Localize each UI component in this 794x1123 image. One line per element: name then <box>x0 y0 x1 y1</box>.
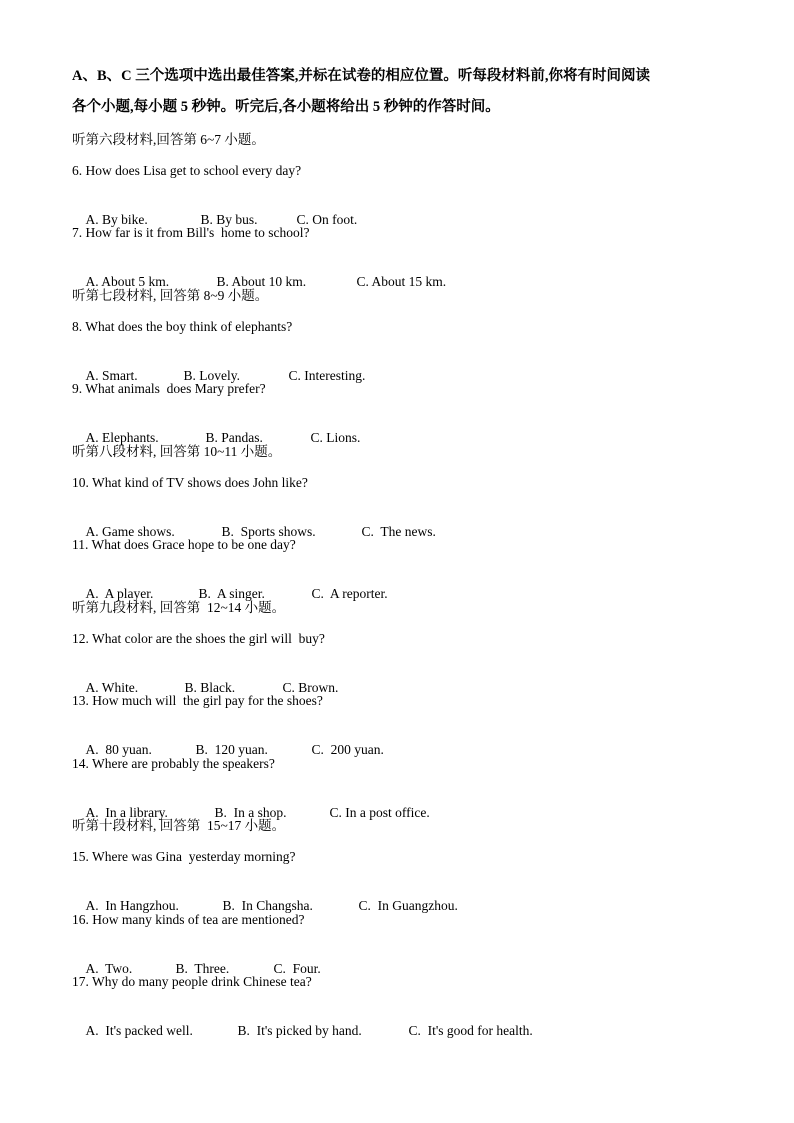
option-c: C. Brown. <box>282 680 339 695</box>
option-b: B. In a shop. <box>214 805 287 820</box>
option-b: B. A singer. <box>198 586 265 601</box>
option-c: C. About 15 km. <box>356 274 447 289</box>
question-text: 7. How far is it from Bill's home to school? <box>72 225 310 240</box>
section-heading: 听第九段材料, 回答第 12~14 小题。 <box>72 600 286 615</box>
question-text: 14. Where are probably the speakers? <box>72 756 275 771</box>
intro-line-1: A、B、C 三个选项中选出最佳答案,并标在试卷的相应位置。听每段材料前,你将有时间阅读 <box>72 68 650 84</box>
option-b: B. By bus. <box>200 212 258 227</box>
option-a: A. White. <box>85 680 139 695</box>
section-heading: 听第六段材料,回答第 6~7 小题。 <box>72 132 265 147</box>
option-a: A. About 5 km. <box>85 274 170 289</box>
option-b: B. It's picked by hand. <box>237 1023 362 1038</box>
option-c: C. In a post office. <box>329 805 430 820</box>
question-text: 15. Where was Gina yesterday morning? <box>72 849 296 864</box>
option-c: C. It's good for health. <box>408 1023 533 1038</box>
option-b: B. About 10 km. <box>216 274 307 289</box>
option-b: B. Black. <box>184 680 236 695</box>
option-a: A. In a library. <box>85 805 168 820</box>
option-a: A. In Hangzhou. <box>85 898 179 913</box>
option-b: B. 120 yuan. <box>195 742 268 757</box>
option-a: A. Smart. <box>85 368 138 383</box>
intro-line-2: 各个小题,每小题 5 秒钟。听完后,各小题将给出 5 秒钟的作答时间。 <box>72 99 500 115</box>
option-b: B. Three. <box>175 961 230 976</box>
option-b: B. Pandas. <box>205 430 263 445</box>
option-b: B. In Changsha. <box>222 898 313 913</box>
section-heading: 听第七段材料, 回答第 8~9 小题。 <box>72 288 269 303</box>
option-c: C. Interesting. <box>288 368 366 383</box>
question-text: 11. What does Grace hope to be one day? <box>72 537 296 552</box>
option-c: C. Four. <box>273 961 321 976</box>
option-c: C. The news. <box>361 524 436 539</box>
question-text: 13. How much will the girl pay for the shoes? <box>72 693 323 708</box>
question-text: 10. What kind of TV shows does John like? <box>72 475 308 490</box>
section-heading: 听第十段材料, 回答第 15~17 小题。 <box>72 818 286 833</box>
question-text: 6. How does Lisa get to school every day? <box>72 163 302 178</box>
option-b: B. Sports shows. <box>221 524 316 539</box>
option-a: A. Two. <box>85 961 133 976</box>
question-text: 12. What color are the shoes the girl will buy? <box>72 631 325 646</box>
option-a: A. Game shows. <box>85 524 175 539</box>
option-c: C. A reporter. <box>311 586 388 601</box>
question-text: 9. What animals does Mary prefer? <box>72 381 266 396</box>
question-text: 16. How many kinds of tea are mentioned? <box>72 912 305 927</box>
option-c: C. On foot. <box>296 212 358 227</box>
option-c: C. Lions. <box>310 430 361 445</box>
option-c: C. 200 yuan. <box>311 742 384 757</box>
section-heading: 听第八段材料, 回答第 10~11 小题。 <box>72 444 282 459</box>
option-a: A. A player. <box>85 586 154 601</box>
option-a: A. 80 yuan. <box>85 742 152 757</box>
option-a: A. By bike. <box>85 212 148 227</box>
option-c: C. In Guangzhou. <box>358 898 458 913</box>
question-text: 17. Why do many people drink Chinese tea? <box>72 974 312 989</box>
option-a: A. It's packed well. <box>85 1023 193 1038</box>
options-row <box>72 1004 533 1058</box>
option-a: A. Elephants. <box>85 430 159 445</box>
option-b: B. Lovely. <box>183 368 240 383</box>
question-text: 8. What does the boy think of elephants? <box>72 319 293 334</box>
